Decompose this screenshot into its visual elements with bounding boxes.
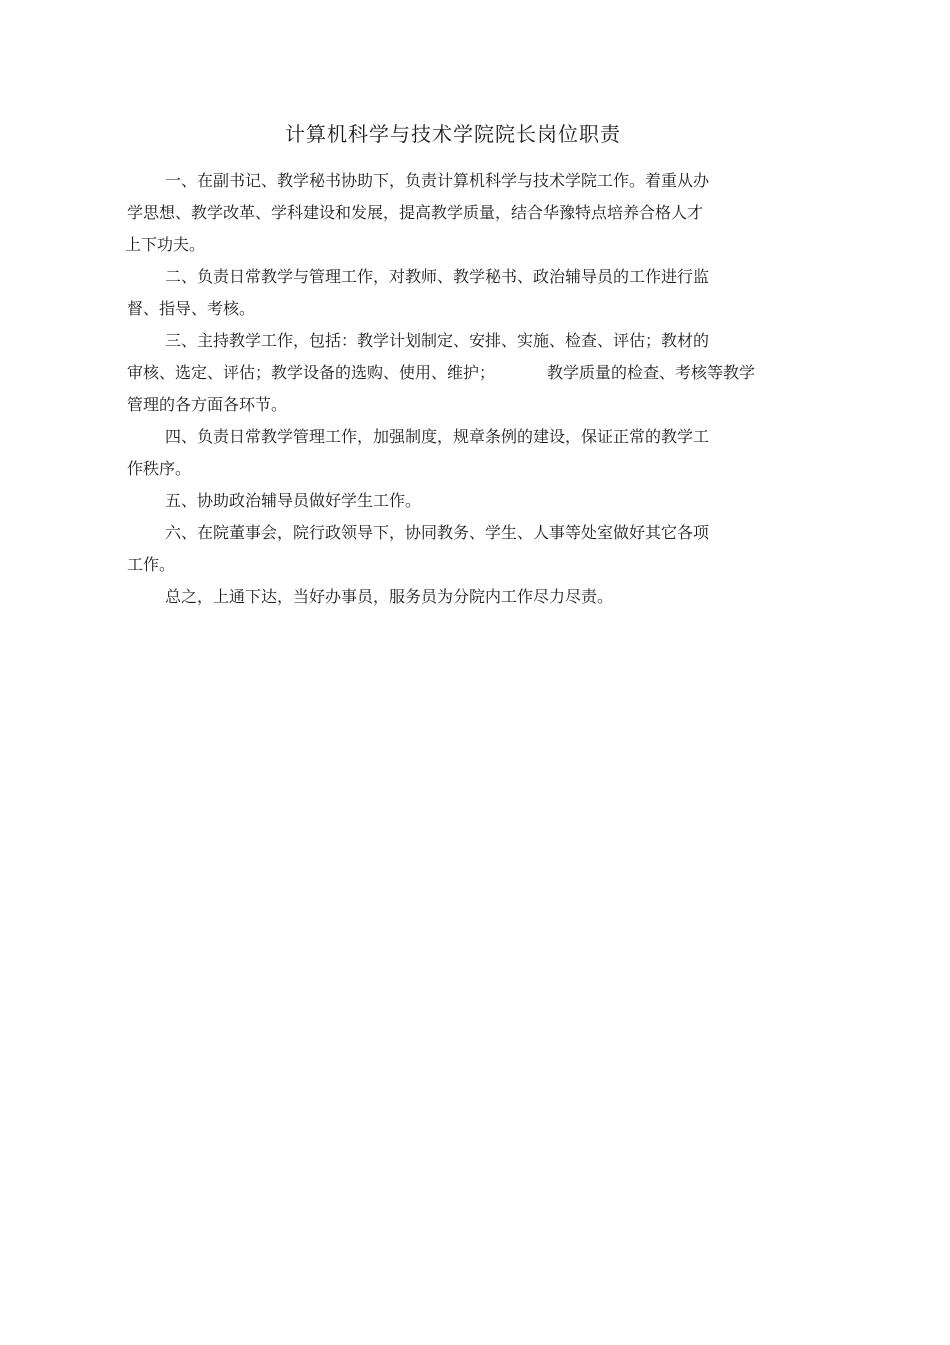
paragraph-1-line-1: 一、在副书记、教学秘书协助下，负责计算机科学与技术学院工作。着重从办 xyxy=(165,171,710,190)
document-title: 计算机科学与技术学院院长岗位职责 xyxy=(285,122,621,146)
paragraph-3-line-3: 管理的各方面各环节。 xyxy=(127,395,288,414)
paragraph-4-line-1: 四、负责日常教学管理工作，加强制度，规章条例的建设，保证正常的教学工 xyxy=(165,427,710,446)
paragraph-6-line-2: 工作。 xyxy=(127,555,176,574)
paragraph-3-line-2 xyxy=(127,362,755,384)
paragraph-3-line-2-part-b: 教学质量的检查、考核等教学 xyxy=(547,363,756,382)
paragraph-5-line-1: 五、协助政治辅导员做好学生工作。 xyxy=(165,491,422,510)
paragraph-2-line-2: 督、指导、考核。 xyxy=(127,299,256,318)
paragraph-6-line-1: 六、在院董事会，院行政领导下，协同教务、学生、人事等处室做好其它各项 xyxy=(165,523,710,542)
paragraph-3-line-1: 三、主持教学工作，包括：教学计划制定、安排、实施、检查、评估；教材的 xyxy=(165,331,710,350)
paragraph-1-line-2: 学思想、教学改革、学科建设和发展，提高教学质量，结合华豫特点培养合格人才 xyxy=(127,203,704,222)
paragraph-4-line-2: 作秩序。 xyxy=(127,459,192,478)
paragraph-1-line-3: 上下功夫。 xyxy=(125,235,206,254)
paragraph-3-line-2-part-a: 审核、选定、评估；教学设备的选购、使用、维护； xyxy=(127,363,496,382)
conclusion-line: 总之，上通下达，当好办事员，服务员为分院内工作尽力尽责。 xyxy=(165,587,614,606)
paragraph-2-line-1: 二、负责日常教学与管理工作，对教师、教学秘书、政治辅导员的工作进行监 xyxy=(165,267,710,286)
